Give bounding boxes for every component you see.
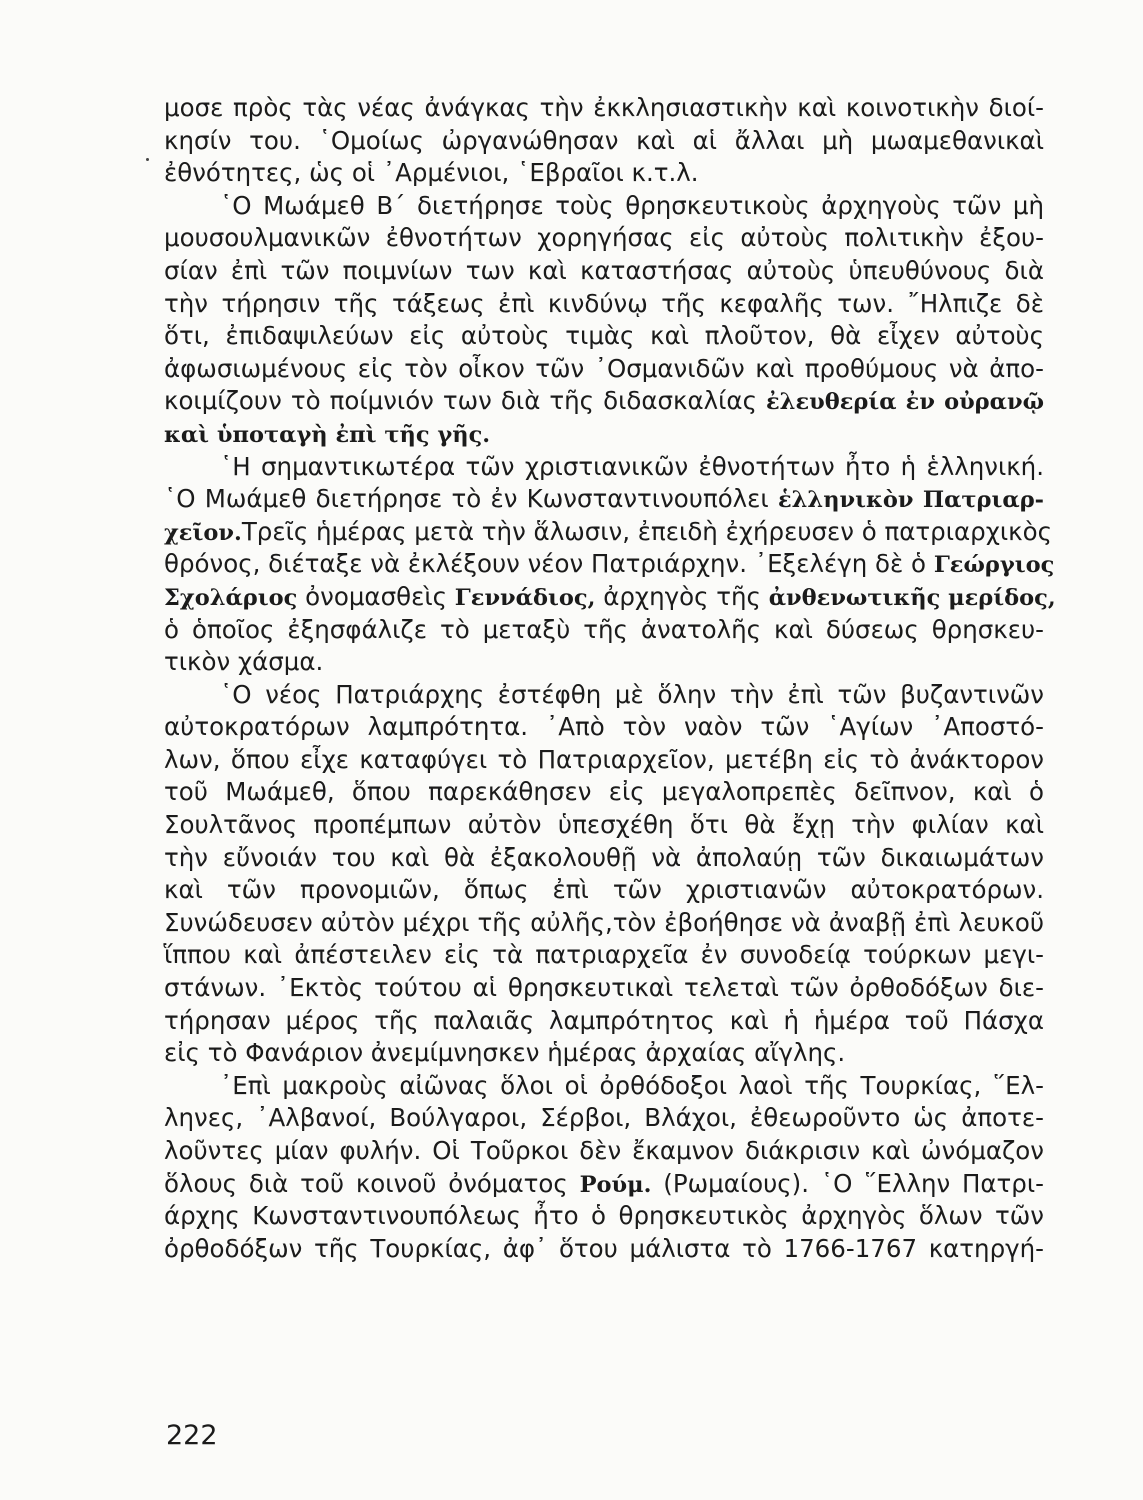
text-segment: κοιμίζουν τὸ ποίμνιόν των διὰ τῆς διδασκαλίας xyxy=(164,386,766,416)
text-line xyxy=(164,483,1044,516)
text-line xyxy=(164,222,1044,255)
text-line xyxy=(164,1135,1044,1168)
text-line xyxy=(164,451,1044,484)
text-segment: άρχης Κωνσταντινουπόλεως ἦτο ὁ θρησκευτικὸς ἀρχηγὸς ὅλων τῶν xyxy=(164,1201,1044,1231)
text-segment: ὁ ὁποῖος ἐξησφάλιζε τὸ μεταξὺ τῆς ἀνατολῆς καὶ δύσεως θρησκευ- xyxy=(164,614,1044,644)
text-line xyxy=(164,711,1044,744)
text-line xyxy=(164,92,1044,125)
bold-text-segment: ἑλληνικὸν Πατριαρ- xyxy=(777,487,1044,514)
text-line xyxy=(164,874,1044,907)
bold-text-segment: ἐλευθερία ἐν οὐρανῷ xyxy=(766,389,1044,416)
text-line xyxy=(164,548,1055,581)
page-body-text xyxy=(164,92,1056,1265)
text-line xyxy=(164,516,1052,549)
text-segment: ὀνομασθεὶς xyxy=(297,581,455,611)
text-segment: Τρεῖς ἡμέρας μετὰ τὴν ἅλωσιν, ἐπειδὴ ἐχήρευσεν ὁ πατριαρχικὸς xyxy=(241,516,1052,546)
text-line xyxy=(164,190,1044,223)
text-segment: Συνώδευσεν αὐτὸν μέχρι τῆς αὐλῆς,τὸν ἐβοήθησε νὰ ἀναβῇ ἐπὶ λευκοῦ xyxy=(164,907,1044,937)
text-segment: καὶ τῶν προνομιῶν, ὅπως ἐπὶ τῶν χριστιανῶν αὐτοκρατόρων. xyxy=(164,875,1044,905)
text-segment: εἰς τὸ Φανάριον ἀνεμίμνησκεν ἡμέρας ἀρχαίας αἴγλης. xyxy=(164,1038,846,1068)
text-line xyxy=(164,939,1044,972)
text-segment: τὴν εὔνοιάν του καὶ θὰ ἐξακολουθῇ νὰ ἀπολαύῃ τῶν δικαιωμάτων xyxy=(164,842,1044,872)
text-segment: ῾Ο Μωάμεθ διετήρησε τὸ ἐν Κωνσταντινουπόλει xyxy=(164,484,778,514)
text-segment: λων, ὅπου εἶχε καταφύγει τὸ Πατριαρχεῖον, μετέβη εἰς τὸ ἀνάκτορον xyxy=(164,744,1044,774)
text-segment: ῾Ο νέος Πατριάρχης ἐστέφθη μὲ ὅλην τὴν ἐπὶ τῶν βυζαντινῶν xyxy=(220,679,1044,709)
bold-text-segment: Σχολάριος xyxy=(164,584,298,611)
text-line xyxy=(164,1005,1044,1038)
text-line xyxy=(164,288,1044,321)
text-line xyxy=(164,907,1044,940)
text-segment: ἐθνότητες, ὡς οἱ ᾽Αρμένιοι, ῾Εβραῖοι κ.τ.λ. xyxy=(164,158,699,188)
text-segment: λοῦντες μίαν φυλήν. Οἱ Τοῦρκοι δὲν ἔκαμνον διάκρισιν καὶ ὠνόμαζον xyxy=(164,1136,1044,1165)
text-line xyxy=(164,125,1044,158)
text-line xyxy=(164,1037,1044,1070)
text-segment: ἵππου καὶ ἀπέστειλεν εἰς τὰ πατριαρχεῖα ἐν συνοδείᾳ τούρκων μεγι- xyxy=(164,940,1044,970)
text-line xyxy=(164,842,1044,875)
text-line xyxy=(164,614,1044,647)
text-line xyxy=(164,581,1056,614)
text-segment: στάνων. ᾽Εκτὸς τούτου αἱ θρησκευτικαὶ τελεταὶ τῶν ὀρθοδόξων διε- xyxy=(164,973,1044,1003)
bold-text-segment: ἀνθενωτικῆς μερίδος, xyxy=(768,584,1056,611)
text-segment: (Ρωμαίους). ῾Ο ῞Ελλην Πατρι- xyxy=(651,1168,1044,1198)
text-line xyxy=(164,1233,1044,1266)
text-line xyxy=(164,744,1044,777)
text-segment: τήρησαν μέρος τῆς παλαιᾶς λαμπρότητος καὶ ἡ ἡμέρα τοῦ Πάσχα xyxy=(164,1005,1044,1035)
page-number: 222 xyxy=(166,1420,218,1451)
text-segment: ὀρθοδόξων τῆς Τουρκίας, ἀφ᾽ ὅτου μάλιστα τὸ 1766-1767 κατηργή- xyxy=(164,1233,1044,1263)
text-segment: ληνες, ᾽Αλβανοί, Βούλγαροι, Σέρβοι, Βλάχοι, ἐθεωροῦντο ὡς ἀποτε- xyxy=(164,1103,1044,1133)
bold-text-segment: Ρούμ. xyxy=(579,1171,652,1198)
text-segment: Σουλτᾶνος προπέμπων αὐτὸν ὑπεσχέθη ὅτι θὰ ἔχῃ τὴν φιλίαν καὶ xyxy=(164,810,1044,840)
text-line xyxy=(164,1200,1044,1233)
text-segment: μοσε πρὸς τὰς νέας ἀνάγκας τὴν ἐκκλησιαστικὴν καὶ κοινοτικὴν διοί- xyxy=(164,93,1044,122)
text-segment: ἀρχηγὸς τῆς xyxy=(595,581,769,611)
text-line xyxy=(164,776,1044,809)
text-segment: κησίν του. ῾Ομοίως ὠργανώθησαν καὶ αἱ ἄλλαι μὴ μωαμεθανικαὶ xyxy=(164,125,1044,155)
text-line xyxy=(164,1102,1044,1135)
text-segment: ᾽Επὶ μακροὺς αἰῶνας ὅλοι οἱ ὀρθόδοξοι λαοὶ τῆς Τουρκίας, ῞Ελ- xyxy=(220,1070,1044,1100)
text-segment: ὅτι, ἐπιδαψιλεύων εἰς αὐτοὺς τιμὰς καὶ πλοῦτον, θὰ εἶχεν αὐτοὺς xyxy=(164,321,1044,351)
text-segment: ῾Η σημαντικωτέρα τῶν χριστιανικῶν ἐθνοτήτων ἦτο ἡ ἑλληνική. xyxy=(220,451,1044,481)
text-segment: τὴν τήρησιν τῆς τάξεως ἐπὶ κινδύνῳ τῆς κεφαλῆς των. ῎Ηλπιζε δὲ xyxy=(164,288,1044,318)
text-line xyxy=(164,385,1044,418)
bold-text-segment: Γεννάδιος, xyxy=(454,584,596,611)
text-line xyxy=(164,1168,1044,1201)
text-segment: ὅλους διὰ τοῦ κοινοῦ ὀνόματος xyxy=(164,1168,580,1198)
text-segment: τικὸν χάσμα. xyxy=(164,647,324,677)
margin-mark xyxy=(146,158,149,161)
text-line xyxy=(164,646,1044,679)
text-line xyxy=(164,1070,1044,1103)
text-line xyxy=(164,353,1044,386)
text-segment: θρόνος, διέταξε νὰ ἐκλέξουν νέον Πατριάρχην. ᾽Εξελέγη δὲ ὁ xyxy=(164,549,934,579)
text-segment: τοῦ Μωάμεθ, ὅπου παρεκάθησεν εἰς μεγαλοπρεπὲς δεῖπνον, καὶ ὁ xyxy=(164,777,1044,807)
text-segment: αὐτοκρατόρων λαμπρότητα. ᾽Απὸ τὸν ναὸν τῶν ῾Αγίων ᾽Αποστό- xyxy=(164,712,1044,742)
bold-text-segment: Γεώργιος xyxy=(933,552,1055,579)
text-line xyxy=(164,418,1044,451)
text-line xyxy=(164,255,1044,288)
text-segment: μουσουλμανικῶν ἐθνοτήτων χορηγήσας εἰς αὐτοὺς πολιτικὴν ἐξου- xyxy=(164,223,1044,253)
bold-text-segment: χεῖον. xyxy=(164,519,242,546)
text-segment: ἀφωσιωμένους εἰς τὸν οἶκον τῶν ᾽Οσμανιδῶν καὶ προθύμους νὰ ἀπο- xyxy=(164,353,1044,383)
bold-text-segment: καὶ ὑποταγὴ ἐπὶ τῆς γῆς. xyxy=(164,421,491,448)
text-segment: σίαν ἐπὶ τῶν ποιμνίων των καὶ καταστήσας αὐτοὺς ὑπευθύνους διὰ xyxy=(164,255,1044,285)
text-line xyxy=(164,679,1044,712)
text-segment: ῾Ο Μωάμεθ Β΄ διετήρησε τοὺς θρησκευτικοὺς ἀρχηγοὺς τῶν μὴ xyxy=(220,190,1044,220)
text-line xyxy=(164,809,1044,842)
text-line xyxy=(164,157,1044,190)
text-line xyxy=(164,972,1044,1005)
text-line xyxy=(164,320,1044,353)
